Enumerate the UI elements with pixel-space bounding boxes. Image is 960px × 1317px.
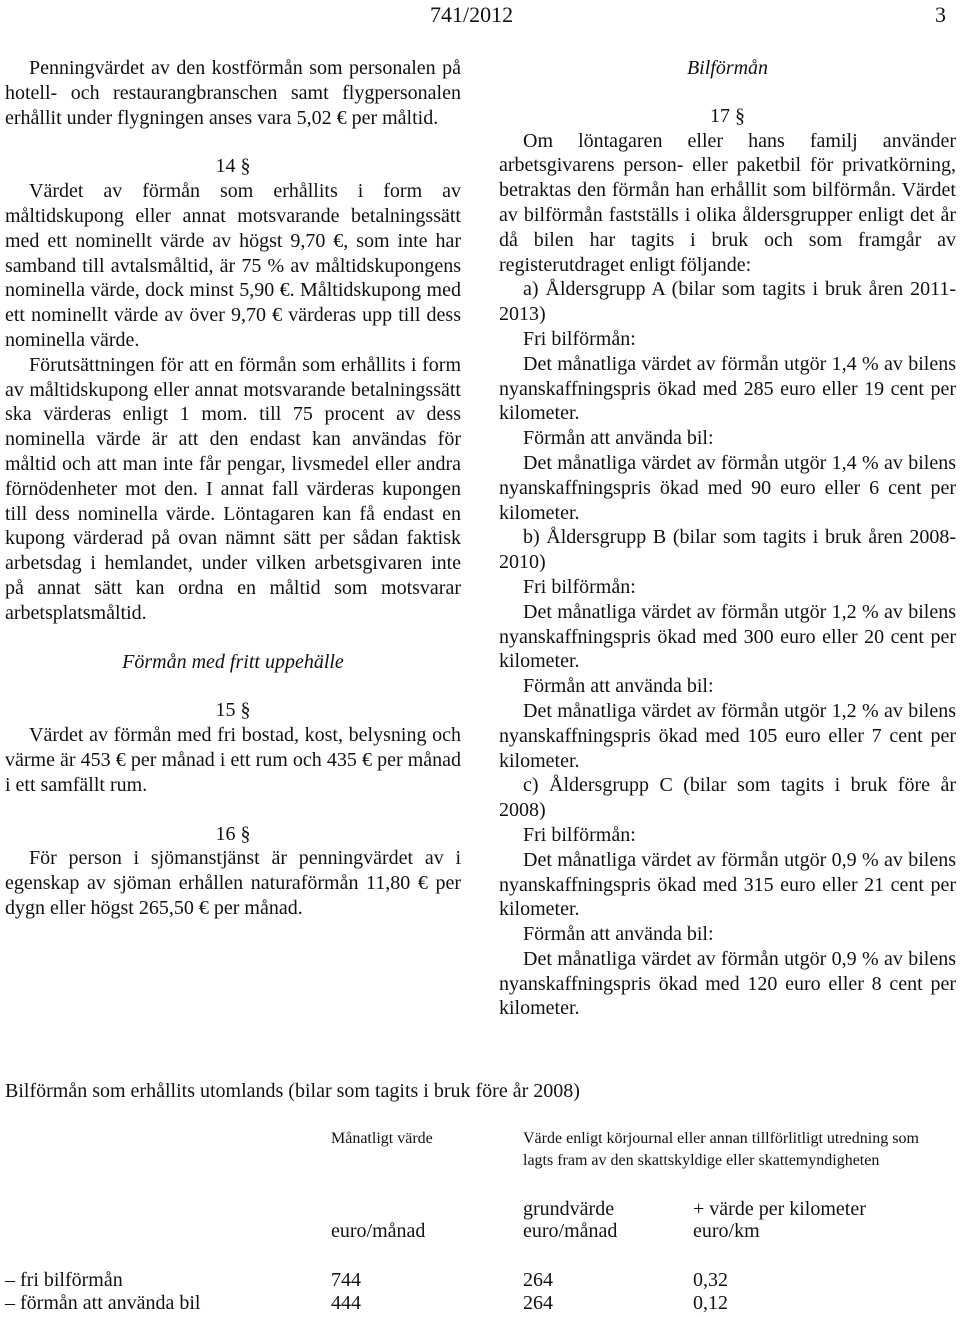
- heading-fritt-uppehalle: Förmån med fritt uppehälle: [122, 650, 344, 673]
- section-15-number: 15 §: [215, 699, 251, 722]
- group-b-use-text: Det månatliga värdet av förmån utgör 1,2 % av bilens nyanskaffningspris ökad med 105 euro eller 7 cent per kilometer.: [499, 699, 956, 772]
- table-title: Bilförmån som erhållits utomlands (bilar som tagits i bruk före år 2008): [5, 1080, 580, 1102]
- row-free-base: 264: [523, 1269, 553, 1291]
- group-b-title: b) Åldersgrupp B (bilar som tagits i bruk åren 2008-2010): [499, 526, 956, 574]
- section-14-paragraph-2: Förutsättningen för att en förmån som erhållits i form av måltidskupong eller annat motsvarande betalningssätt ska värderas enligt 1 mom. till 75 procent av dess nominella värde är att den endast kan användas för måltid och att man inte får pengar, livsmedel eller andra förnödenheter mot den. I annat fall värderas kupongen till dess nominella värde. Löntagaren kan få endast en kupong värderad på ovan nämnt sätt per sådan faktisk arbetsdag i hemlandet, under vilken arbetsgivaren inte på annat sätt kan ordna en måltid som motsvarar arbetsplatsmåltid.: [5, 353, 461, 624]
- col-monthly-header: Månatligt värde: [331, 1130, 433, 1147]
- row-use-label: – förmån att använda bil: [5, 1292, 201, 1314]
- intro-paragraph: Penningvärdet av den kostförmån som personalen på hotell- och restaurangbranschen samt flygpersonalen erhållit under flygningen anses vara 5,02 € per måltid.: [5, 57, 461, 129]
- group-a-use-text: Det månatliga värdet av förmån utgör 1,4 % av bilens nyanskaffningspris ökad med 90 euro eller 6 cent per kilometer.: [499, 451, 956, 524]
- row-free-label: – fri bilförmån: [5, 1269, 123, 1291]
- col-monthly-unit: euro/månad: [331, 1220, 426, 1242]
- right-column: [499, 56, 956, 1021]
- col-base-subheader: grundvärde euro/månad: [523, 1198, 618, 1242]
- row-free-per-km: 0,32: [693, 1269, 728, 1291]
- left-column: [5, 56, 461, 921]
- col-per-km-subheader: + värde per kilometer euro/km: [693, 1198, 866, 1242]
- group-c-title: c) Åldersgrupp C (bilar som tagits i bruk före år 2008): [499, 774, 956, 822]
- section-14-paragraph-1: Värdet av förmån som erhållits i form av måltidskupong eller annat motsvarande betalningssätt med ett nominellt värde av högst 9,70 €, som inte har samband till avtalsmåltid, är 75 % av måltidskupongens nominella värde, dock minst 5,90 €. Måltidskupong med ett nominellt värde av över 9,70 € värderas upp till dess nominella värde.: [5, 180, 461, 351]
- group-c-free-text: Det månatliga värdet av förmån utgör 0,9 % av bilens nyanskaffningspris ökad med 315 euro eller 21 cent per kilometer.: [499, 848, 956, 921]
- row-use-monthly: 444: [331, 1292, 361, 1314]
- issue-number: 741/2012: [430, 2, 514, 27]
- section-16-number: 16 §: [215, 822, 251, 845]
- group-c-free-label: Fri bilförmån:: [523, 823, 636, 846]
- foreign-car-benefit-table: [0, 1124, 960, 1314]
- group-c-use-text: Det månatliga värdet av förmån utgör 0,9 % av bilens nyanskaffningspris ökad med 120 euro eller 8 cent per kilometer.: [499, 947, 956, 1020]
- group-a-free-text: Det månatliga värdet av förmån utgör 1,4 % av bilens nyanskaffningspris ökad med 285 euro eller 19 cent per kilometer.: [499, 352, 956, 425]
- col-journal-header: Värde enligt körjournal eller annan tillförlitligt utredning som lagts fram av den skattskyldige eller skattemyndigheten: [523, 1130, 919, 1169]
- row-use-per-km: 0,12: [693, 1292, 728, 1314]
- group-b-free-label: Fri bilförmån:: [523, 575, 636, 598]
- heading-bilforman: Bilförmån: [686, 57, 769, 79]
- section-17-number: 17 §: [710, 104, 745, 127]
- group-c-use-label: Förmån att använda bil:: [523, 923, 714, 946]
- page-number: 3: [935, 2, 946, 27]
- group-a-title: a) Åldersgrupp A (bilar som tagits i bruk åren 2011-2013): [499, 278, 956, 326]
- section-14-number: 14 §: [215, 155, 251, 178]
- group-b-free-text: Det månatliga värdet av förmån utgör 1,2 % av bilens nyanskaffningspris ökad med 300 euro eller 20 cent per kilometer.: [499, 600, 956, 673]
- row-use-base: 264: [523, 1292, 553, 1314]
- group-a-use-label: Förmån att använda bil:: [523, 427, 714, 450]
- section-16-paragraph: För person i sjömanstjänst är penningvärdet av i egenskap av sjöman erhållen naturaförmån 11,80 € per dygn eller högst 265,50 € per månad.: [5, 847, 461, 919]
- group-a-free-label: Fri bilförmån:: [523, 327, 636, 350]
- row-free-monthly: 744: [331, 1269, 361, 1291]
- section-15-paragraph: Värdet av förmån med fri bostad, kost, belysning och värme är 453 € per månad i ett rum och 435 € per månad i ett samfällt rum.: [5, 724, 461, 796]
- group-b-use-label: Förmån att använda bil:: [523, 675, 714, 698]
- section-17-paragraph: Om löntagaren eller hans familj använder arbetsgivarens person- eller paketbil för privatkörning, betraktas den förmån han erhållit som bilförmån. Värdet av bilförmån fastställs i olika åldersgrupper enligt det år då bilen har tagits i bruk och som framgår av registerutdraget enligt följande:: [499, 129, 956, 276]
